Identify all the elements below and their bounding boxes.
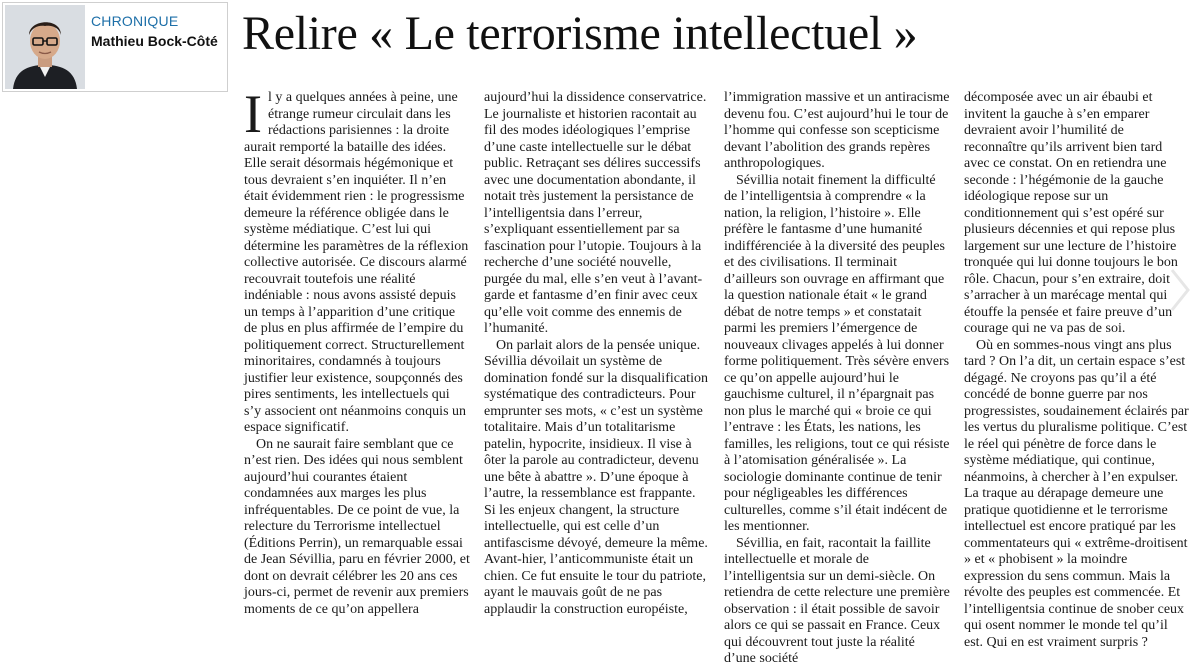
drop-cap: I [244, 84, 262, 144]
article-paragraph: On ne saurait faire semblant que ce n’est rien. Des idées qui nous semblent aujourd’hui courantes étaient condamnées aux marges les plus infréquentables. De ce point de vue, la relecture du Terrorisme intellectuel (Éditions Perrin), un remarquable essai de Jean Sévillia, paru en février 2000, et dont on devrait célébrer les 20 ans ces jours-ci, permet de revenir aux premiers moments de ce qu’on appellera [244, 436, 470, 617]
chevron-right-icon[interactable] [1166, 262, 1194, 318]
next-page-button[interactable] [1166, 262, 1194, 318]
article-paragraph: l’immigration massive et un antiracisme devenu fou. C’est aujourd’hui le tour de l’homme qui confesse son scepticisme devant l’abolition des grands repères anthropologiques. [724, 90, 950, 171]
article-paragraph: Où en sommes-nous vingt ans plus tard ? On l’a dit, un certain espace s’est dégagé. Ne croyons pas qu’il a été concédé de bonne guerre par nos progressistes, soudainement éclairés par les vertus du pluralisme politique. C’est le réel qui pénètre de force dans le système médiatique, qui continue, néanmoins, à chercher à l’en expulser. La traque au dérapage demeure une pratique quotidienne et le terrorisme intellectuel est encore pratiqué par les commentateurs qui « extrême-droitisent » et « phobisent » la moindre expression du sens commun. Mais la révolte des peuples est commencée. Et l’intelligentsia continue de snober ceux qui osent nommer le monde tel qu’il est. Qui en est vraiment surpris ? [964, 337, 1189, 650]
article-paragraph: aujourd’hui la dissidence conservatrice. Le journaliste et historien racontait au fil des modes idéologiques l’emprise d’une caste intellectuelle sur le débat public. Retraçant ses délires successifs avec une documentation abondante, il notait très justement la persistance de l’intelligentsia dans l’erreur, s’expliquant essentiellement par sa fascination pour l’utopie. Toujours à la recherche d’une société nouvelle, purgée du mal, elle s’en veut à l’avant-garde et fantasme d’en finir avec ceux qu’elle voit comme des ennemis de l’humanité. [484, 90, 707, 336]
article-paragraph: Sévillia, en fait, racontait la faillite intellectuelle et morale de l’intelligentsia sur un demi-siècle. On retiendra de cette relecture une première observation : il était possible de savoir alors ce qui se passait en France. Ceux qui découvrent tout juste la réalité d’une société [724, 535, 950, 666]
article-paragraph: Il y a quelques années à peine, une étrange rumeur circulait dans les rédactions parisiennes : la droite aurait remporté la bataille des idées. Elle serait désormais hégémonique et tous devraient s’en inquiéter. Il n’en était évidemment rien : le progressisme demeure la référence obligée dans le système médiatique. C’est lui qui détermine les paramètres de la réflexion collective autorisée. Ce discours alarmé recouvrait toutefois une réalité indéniable : nous avons assisté depuis un temps à l’apparition d’une critique de plus en plus affirmée de l’empire du politiquement correct. Structurellement minoritaires, condamnés à toujours justifier leur existence, soupçonnés des pires sentiments, les intellectuels qui s’y associent ont néanmoins conquis un espace significatif. [244, 84, 469, 435]
rubric-label: CHRONIQUE [91, 13, 179, 29]
article-paragraph: décomposée avec un air ébaubi et invitent la gauche à s’en emparer devraient avoir l’humilité de reconnaître qu’ils arrivent bien tard avec ce constat. On en retiendra une seconde : l’hégémonie de la gauche idéologique repose sur un conditionnement qui s’est opéré sur plusieurs décennies et qui repose plus largement sur une lecture de l’histoire tronquée qui lui donne toujours le bon rôle. Chacun, pour s’en extraire, doit s’arracher à un marécage mental qui étouffe la pensée et faire preuve d’un courage qui ne va pas de soi. [964, 90, 1178, 336]
author-box [2, 2, 228, 92]
author-name: Mathieu Bock-Côté [91, 33, 218, 49]
article-column-3 [724, 90, 950, 666]
article-column-1 [244, 84, 470, 617]
article-column-2 [484, 90, 710, 617]
author-portrait-icon [5, 5, 85, 89]
author-photo [5, 5, 85, 89]
article-paragraph: On parlait alors de la pensée unique. Sévillia dévoilait un système de domination fondé sur la disqualification systématique des contradicteurs. Pour emprunter ses mots, « c’est un système totalitaire. Mais d’un totalitarisme patelin, hypocrite, insidieux. Il vise à ôter la parole au contradicteur, devenu une bête à abattre ». D’une époque à l’autre, la ressemblance est frappante. Si les enjeux changent, la structure intellectuelle, qui est celle d’un antifascisme dévoyé, demeure la même. Avant-hier, l’anticommuniste était un chien. Ce fut ensuite le tour du patriote, ayant le mauvais goût de ne pas applaudir la construction européiste, [484, 337, 708, 617]
article-paragraph: Sévillia notait finement la difficulté de l’intelligentsia à comprendre « la nation, la religion, l’histoire ». Elle préfère le fantasme d’une humanité indifférenciée à la diversité des peuples et des civilisations. Il terminait d’ailleurs son ouvrage en affirmant que la question nationale était « le grand débat de notre temps » et constatait parmi les premiers l’émergence de nouveaux clivages appelés à lui donner forme politiquement. Très sévère envers ce qu’on appelle aujourd’hui le gauchisme culturel, il n’épargnait pas non plus le marché qui « broie ce qui l’entrave : les États, les nations, les familles, les religions, tout ce qui résiste à l’atomisation généralisée ». La sociologie dominante continue de tenir pour négligeables les différences culturelles, comme s’il était indécent de les mentionner. [724, 172, 950, 534]
article-body [244, 84, 1190, 666]
article-title: Relire « Le terrorisme intellectuel » [242, 7, 918, 60]
article-column-4 [964, 90, 1190, 650]
